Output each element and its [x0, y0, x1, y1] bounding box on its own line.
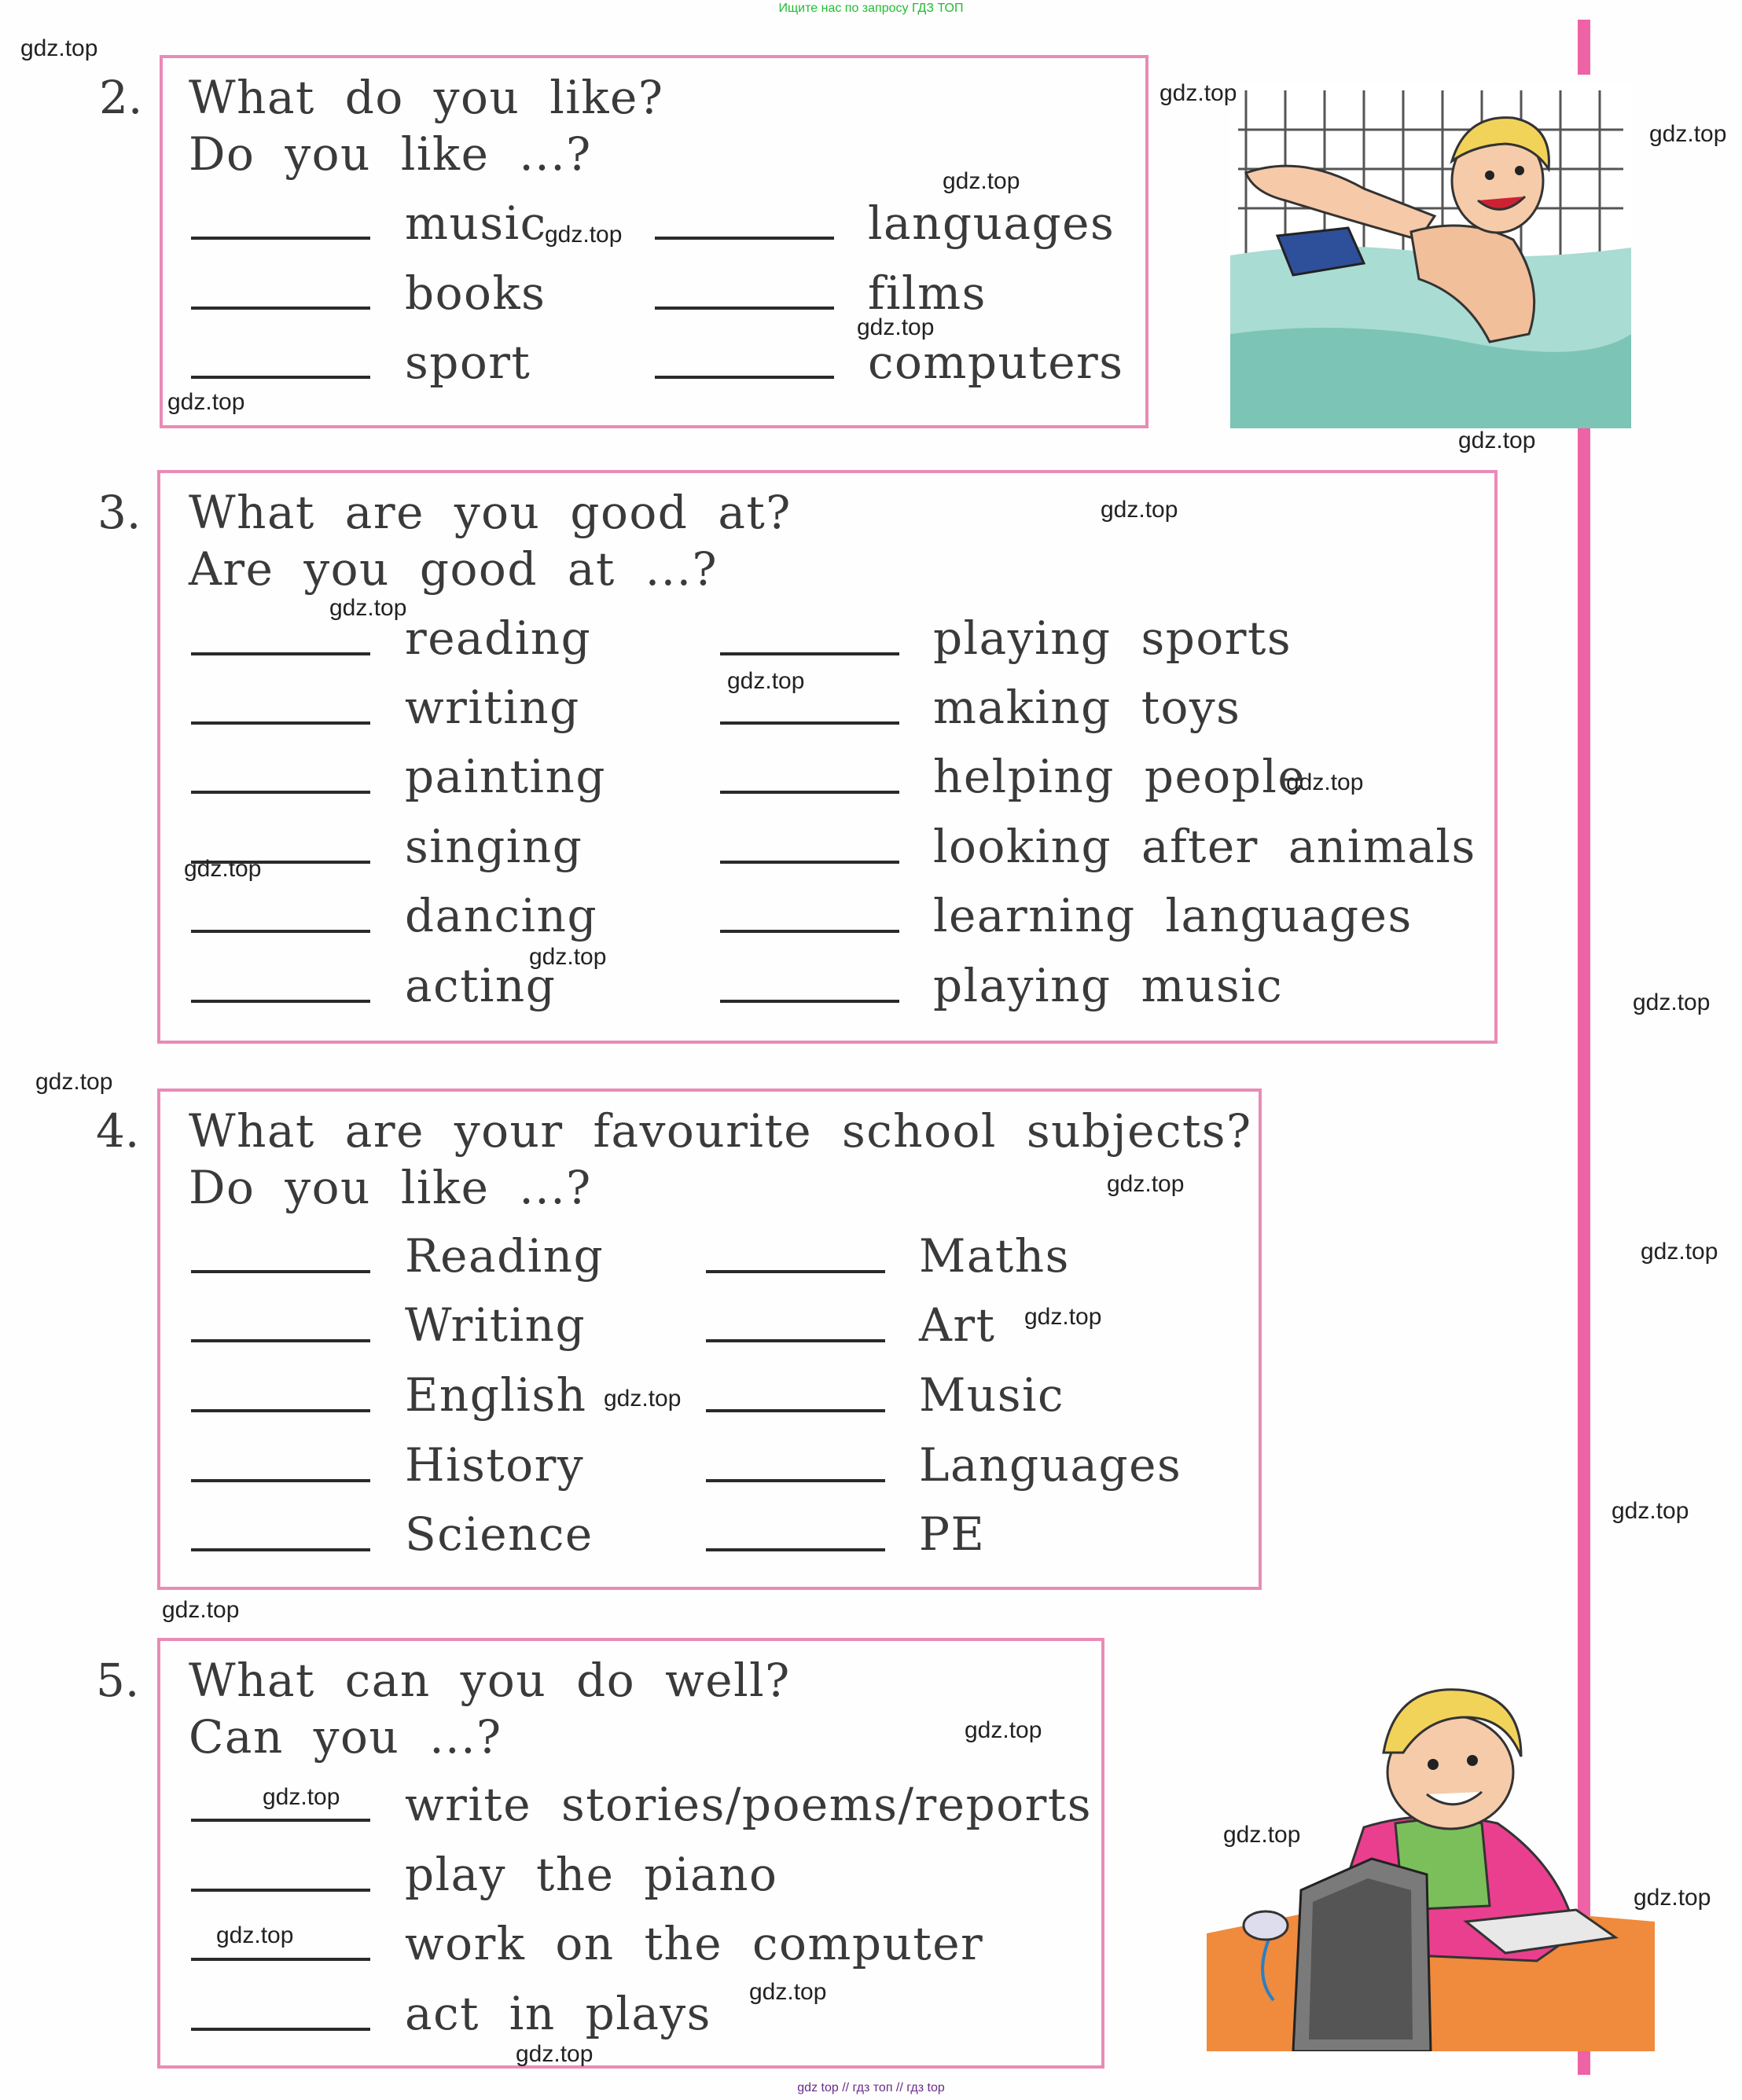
item-label: Reading	[405, 1229, 605, 1283]
item-label: History	[405, 1438, 585, 1492]
watermark: gdz.top	[516, 2041, 594, 2067]
answer-blank[interactable]	[191, 1819, 370, 1822]
watermark: gdz.top	[329, 595, 407, 621]
exercise-question: What do you like?	[189, 71, 664, 124]
item-label: Languages	[919, 1438, 1182, 1492]
answer-blank[interactable]	[191, 1339, 370, 1342]
item-label: sport	[405, 336, 531, 389]
header-note: Ищите нас по запросу ГДЗ ТОП	[778, 2, 964, 15]
answer-blank[interactable]	[191, 652, 370, 655]
answer-blank[interactable]	[191, 2028, 370, 2031]
item-label: helping people	[933, 750, 1306, 803]
item-label: Writing	[405, 1298, 586, 1352]
item-label: computers	[868, 336, 1124, 389]
item-label: painting	[405, 750, 606, 803]
item-label: English	[405, 1368, 587, 1422]
watermark: gdz.top	[216, 1922, 294, 1948]
answer-blank[interactable]	[191, 1270, 370, 1273]
boy-at-computer-illustration	[1207, 1662, 1655, 2051]
watermark: gdz.top	[1107, 1171, 1185, 1197]
answer-blank[interactable]	[655, 237, 834, 240]
answer-blank[interactable]	[191, 791, 370, 794]
answer-blank[interactable]	[720, 721, 899, 725]
swimming-boy-illustration	[1230, 83, 1631, 428]
answer-blank[interactable]	[720, 652, 899, 655]
answer-blank[interactable]	[191, 1889, 370, 1892]
watermark: gdz.top	[162, 1597, 240, 1623]
item-label: Music	[919, 1368, 1065, 1422]
item-label: looking after animals	[933, 820, 1476, 873]
item-label: singing	[405, 820, 583, 873]
exercise-question: What are you good at?	[189, 486, 792, 539]
watermark: gdz.top	[1159, 80, 1237, 106]
answer-blank[interactable]	[191, 1479, 370, 1482]
exercise-prompt: Can you ...?	[189, 1710, 502, 1764]
item-label: Science	[405, 1507, 594, 1561]
item-label: writing	[405, 681, 580, 734]
watermark: gdz.top	[1649, 121, 1727, 147]
watermark: gdz.top	[1458, 428, 1536, 453]
answer-blank[interactable]	[706, 1479, 885, 1482]
item-label: films	[868, 266, 987, 320]
watermark: gdz.top	[1641, 1239, 1718, 1265]
answer-blank[interactable]	[706, 1548, 885, 1551]
watermark: gdz.top	[965, 1717, 1042, 1743]
item-label: making toys	[933, 681, 1241, 734]
exercise-number: 3.	[97, 486, 141, 539]
watermark: gdz.top	[1634, 1885, 1711, 1911]
answer-blank[interactable]	[191, 1548, 370, 1551]
answer-blank[interactable]	[191, 1958, 370, 1961]
watermark: gdz.top	[1223, 1822, 1301, 1848]
watermark: gdz.top	[35, 1069, 113, 1095]
exercise-number: 2.	[99, 71, 143, 124]
answer-blank[interactable]	[655, 376, 834, 379]
exercise-number: 5.	[96, 1654, 140, 1707]
item-label: playing sports	[933, 611, 1292, 665]
item-label: act in plays	[405, 1987, 711, 2040]
watermark: gdz.top	[857, 314, 935, 340]
item-label: play the piano	[405, 1848, 778, 1901]
watermark: gdz.top	[263, 1784, 340, 1810]
answer-blank[interactable]	[706, 1270, 885, 1273]
answer-blank[interactable]	[720, 791, 899, 794]
watermark: gdz.top	[749, 1979, 827, 2005]
answer-blank[interactable]	[720, 861, 899, 864]
item-label: Art	[919, 1298, 996, 1352]
watermark: gdz.top	[1612, 1498, 1689, 1524]
answer-blank[interactable]	[655, 307, 834, 310]
watermark: gdz.top	[167, 389, 245, 415]
answer-blank[interactable]	[191, 237, 370, 240]
answer-blank[interactable]	[706, 1409, 885, 1412]
watermark: gdz.top	[545, 222, 623, 248]
item-label: dancing	[405, 889, 598, 942]
item-label: Maths	[919, 1229, 1070, 1283]
watermark: gdz.top	[1286, 769, 1364, 795]
item-label: PE	[919, 1507, 986, 1561]
answer-blank[interactable]	[191, 1000, 370, 1003]
exercise-prompt: Do you like ...?	[189, 1161, 592, 1214]
answer-blank[interactable]	[191, 376, 370, 379]
watermark: gdz.top	[184, 856, 262, 882]
answer-blank[interactable]	[191, 307, 370, 310]
answer-blank[interactable]	[191, 1409, 370, 1412]
answer-blank[interactable]	[720, 930, 899, 933]
item-label: languages	[868, 196, 1115, 250]
item-label: playing music	[933, 959, 1284, 1012]
watermark: gdz.top	[529, 944, 607, 970]
watermark: gdz.top	[943, 168, 1020, 194]
watermark: gdz.top	[1633, 989, 1711, 1015]
watermark: gdz.top	[20, 35, 98, 61]
exercise-question: What can you do well?	[189, 1654, 791, 1707]
item-label: work on the computer	[405, 1917, 984, 1970]
footer-note: gdz top // гдз топ // гдз top	[797, 2081, 945, 2094]
exercise-prompt: Do you like ...?	[189, 127, 592, 181]
watermark: gdz.top	[1024, 1304, 1102, 1330]
answer-blank[interactable]	[706, 1339, 885, 1342]
item-label: reading	[405, 611, 592, 665]
item-label: music	[405, 196, 547, 250]
watermark: gdz.top	[1101, 497, 1178, 523]
accent-bar-top	[1578, 20, 1590, 75]
item-label: books	[405, 266, 546, 320]
watermark: gdz.top	[727, 668, 805, 694]
item-label: acting	[405, 959, 557, 1012]
watermark: gdz.top	[604, 1386, 682, 1412]
item-label: learning languages	[933, 889, 1413, 942]
answer-blank[interactable]	[191, 721, 370, 725]
exercise-question: What are your favourite school subjects?	[189, 1104, 1252, 1158]
answer-blank[interactable]	[191, 930, 370, 933]
answer-blank[interactable]	[720, 1000, 899, 1003]
exercise-number: 4.	[96, 1104, 140, 1158]
item-label: write stories/poems/reports	[405, 1778, 1092, 1831]
exercise-prompt: Are you good at ...?	[189, 542, 718, 596]
